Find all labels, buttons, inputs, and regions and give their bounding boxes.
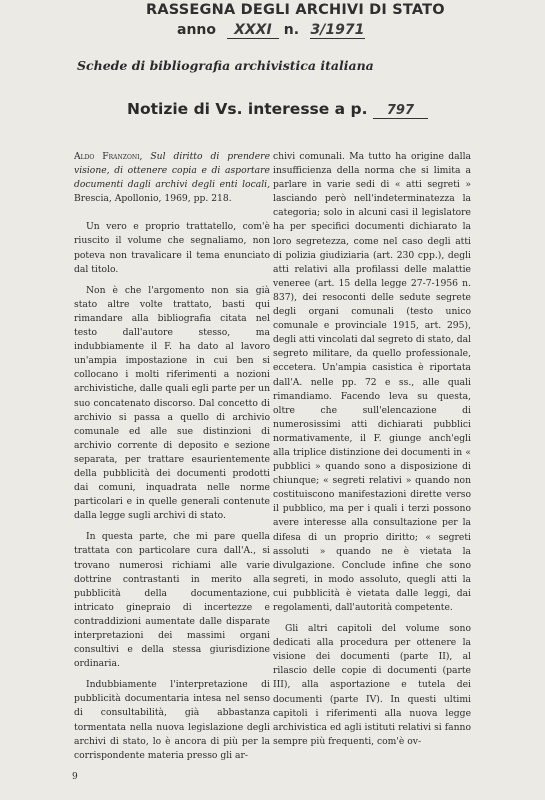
notice-label: Notizie di Vs. interesse a p. [127,100,368,118]
anno-value: XXXI [227,22,279,39]
archive-stamp-title: RASSEGNA DEGLI ARCHIVI DI STATO [146,2,445,18]
notice-page-number: 797 [373,103,428,119]
citation-author: Aldo Franzoni, [74,151,143,162]
n-value: 3/1971 [310,22,365,38]
archive-stamp-issue [177,22,365,39]
citation-title: Sul diritto di prendere visione, di ottenere copia e di asportare documenti dagli archivi degli enti locali, [74,151,271,191]
notice-line [127,100,428,119]
paragraph: chivi comunali. Ma tutto ha origine dalla insufficienza della norma che si limita a parlare in varie sedi di « atti segreti » lasciando però nell'indeterminatezza la categoria; solo in alcuni casi il legislatore ha per specifici documenti dichiarato la loro segretezza, come nel caso degli atti di polizia giudiziaria (art. 230 cpp.), degli atti relativi alla profilassi delle malattie veneree (art. 15 della legge 27-7-1956 n. 837), dei resoconti delle sedute segrete degli organi comunali (testo unico comunale e provinciale 1915, art. 295), degli atti vincolati dal segreto di stato, dal segreto militare, da quello professionale, eccetera. Un'ampia casistica è riportata dall'A. nelle pp. 72 e ss., alle quali rimandiamo. Facendo leva su questa, oltre che sull'elencazione di numerosissimi atti dichiarati pubblici normativamente, il F. giunge anch'egli alla triplice distinzione dei documenti in « pubblici » quando sono a disposizione di chiunque; « segreti relativi » quando non costituiscono manifestazioni dirette verso il pubblico, ma per i quali i terzi possono avere interesse alla consultazione per la difesa di un proprio diritto; « segreti assoluti » quando ne è vietata la divulgazione. Conclude infine che sono segreti, in modo assoluto, quegli atti la cui pubblicità è vietata dalle leggi, dai regolamenti, dall'autorità competente. [273,151,471,613]
n-label: n. [283,22,300,38]
paragraph: In questa parte, che mi pare quella trattata con particolare cura dall'A., si trovano numerosi richiami alle varie dottrine contrastanti in merito alla pubblicità della documentazione, intricato ginepraio di incertezze e contraddizioni aumentate dalle disparate interpretazioni dei massimi organi consultivi e della stessa giurisdizione ordinaria. [74,531,270,670]
paragraph: Un vero e proprio trattatello, com'è riuscito il volume che segnaliamo, non poteva non travalicare il tema enunciato dal titolo. [74,221,270,275]
page-number: 9 [72,772,78,782]
left-column [74,150,270,763]
paragraph: Non è che l'argomento non sia già stato altre volte trattato, basti qui rimandare alla bibliografia citata nel testo dall'autore stesso, ma indubbiamente il F. ha dato al lavoro un'ampia impostazione in cui ben si collocano i molti riferimenti a nozioni archivistiche, dalle quali egli parte per un suo concatenato discorso. Dal concetto di archivio si passa a quello di archivio comunale ed alle sue distinzioni di archivio corrente di deposito e sezione separata, per trattare esaurientemente della pubblicità dei documenti prodotti dai comuni, inquadrata nelle norme particolari e in quelle generali contenute dalla legge sugli archivi di stato. [74,284,270,522]
paragraph: Indubbiamente l'interpretazione di pubblicità documentaria intesa nel senso di consultabilità, già abbastanza tormentata nella nuova legislazione degli archivi di stato, lo è ancora di più per la corrispondente materia presso gli ar- [74,679,270,761]
citation-imprint: Brescia, Apollonio, 1969, pp. 218. [74,193,232,205]
right-column [273,150,471,749]
citation [74,150,270,206]
series-heading: Schede di bibliografia archivistica italiana [77,58,374,73]
paragraph: Gli altri capitoli del volume sono dedicati alla procedura per ottenere la visione dei documenti (parte II), al rilascio delle copie di documenti (parte III), alla asportazione e tutela dei documenti (parte IV). In questi ultimi capitoli i riferimenti alla nuova legge archivistica ed agli istituti relativi si fanno sempre più frequenti, com'è ov- [273,623,471,747]
anno-label: anno [177,22,216,38]
